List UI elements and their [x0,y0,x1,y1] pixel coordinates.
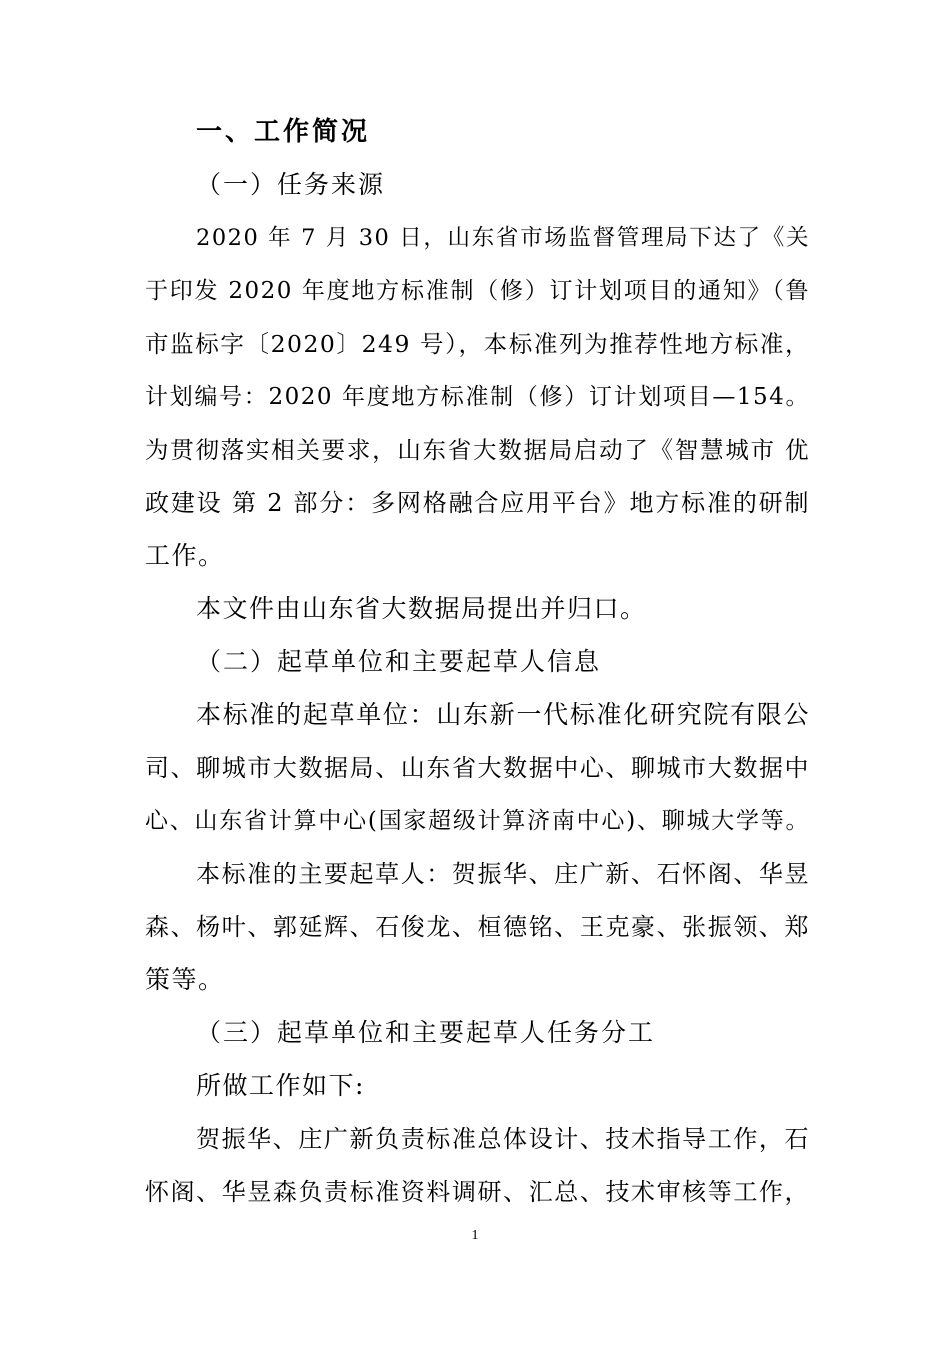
paragraph-line: 贺振华、庄广新负责标准总体设计、技术指导工作，石 [196,1125,810,1153]
paragraph-line: 工作。 [145,541,225,570]
paragraph-line: 司、聊城市大数据局、山东省大数据中心、聊城市大数据中 [145,754,810,782]
paragraph-line: 心、山东省计算中心(国家超级计算济南中心)、聊城大学等。 [145,808,810,834]
page-number: 1 [471,1228,479,1243]
paragraph-line: 市监标字〔2020〕249 号），本标准列为推荐性地方标准， [145,330,810,358]
paragraph-line: 本文件由山东省大数据局提出并归口。 [196,594,647,623]
paragraph-line: 于印发 2020 年度地方标准制（修）订计划项目的通知》（鲁 [145,278,810,304]
paragraph-line: 政建设 第 2 部分：多网格融合应用平台》地方标准的研制 [145,489,810,517]
paragraph-line: 策等。 [145,965,225,994]
subsection-title-drafters: （二）起草单位和主要起草人信息 [196,647,602,676]
paragraph-line: 怀阁、华昱森负责标准资料调研、汇总、技术审核等工作， [145,1178,810,1206]
section-heading: 一、工作简况 [196,117,371,147]
paragraph-line: 计划编号：2020 年度地方标准制（修）订计划项目—154。 [145,384,810,410]
paragraph-line: 本标准的起草单位：山东新一代标准化研究院有限公 [196,700,810,729]
subsection-title-task-source: （一）任务来源 [196,170,386,199]
subsection-title-task-division: （三）起草单位和主要起草人任务分工 [196,1018,656,1047]
paragraph-line: 为贯彻落实相关要求，山东省大数据局启动了《智慧城市 优 [145,436,810,464]
paragraph-line: 森、杨叶、郭延辉、石俊龙、桓德铭、王克豪、张振领、郑 [145,913,810,941]
paragraph-line: 2020 年 7 月 30 日，山东省市场监督管理局下达了《关 [196,225,810,251]
paragraph-line: 本标准的主要起草人：贺振华、庄广新、石怀阁、华昱 [196,860,810,888]
paragraph-line: 所做工作如下: [196,1071,365,1100]
